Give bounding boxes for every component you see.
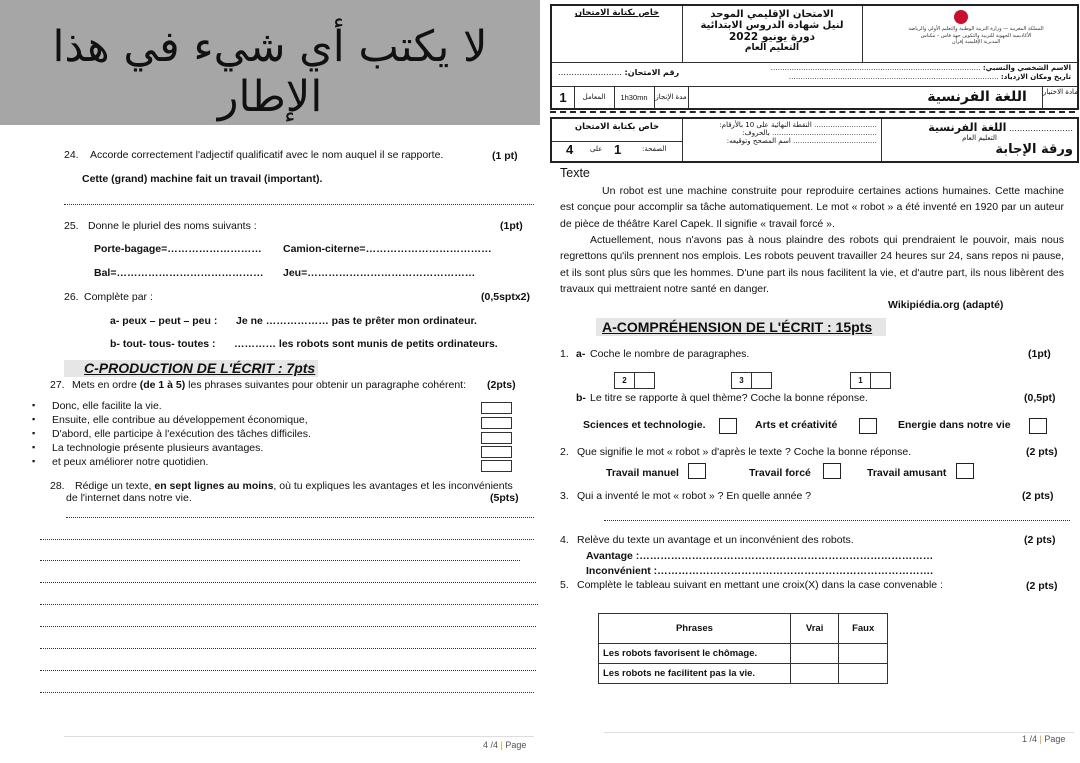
- paragraph-count-option: 1: [850, 372, 871, 389]
- q25-item-camion-citerne[interactable]: Camion-citerne=………………………………: [283, 243, 492, 255]
- page-footer: 1 /4 | Page: [1022, 734, 1066, 744]
- q1-b-text: Le titre se rapporte à quel thème? Coche la bonne réponse.: [590, 392, 868, 404]
- q28-text: Rédige un texte, en sept lignes au moins, où tu expliques les avantages et les inconvénients: [75, 480, 513, 492]
- page-footer: 4 /4 | Page: [483, 740, 527, 750]
- emblem-icon: [954, 10, 968, 24]
- exam-header: [550, 4, 1079, 110]
- q26-number: 26.: [64, 291, 79, 303]
- theme-option: Arts et créativité: [755, 419, 838, 431]
- exam-number-label[interactable]: رقم الامتحان: ……………………: [558, 68, 680, 77]
- section-a-title: A-COMPRÉHENSION DE L'ÉCRIT : 15pts: [602, 319, 873, 335]
- theme-checkbox[interactable]: [1029, 418, 1047, 434]
- q28-writing-line[interactable]: [40, 626, 536, 627]
- banner-text: لا يكتب أي شيء في هذا الإطار: [52, 22, 488, 122]
- subject-box-2: …………………… اللغة الفرنسية التعليم العام ورقة الإجابة: [928, 121, 1073, 157]
- paragraph-2: Actuellement, nous n'avons pas à nous plaindre des robots qui prendraient le pouvoir, mais nous regrettons qu'ils prennent nos emplois. Les robots peuvent travailler 24 heures sur 24, sans repos ni pause, et ils sont plus sûrs que les hommes. D'une part ils nous facilitent la vie, et d'autre part, ils nous libèrent des travaux qui mettraient notre santé en danger.: [560, 234, 1064, 295]
- q25-number: 25.: [64, 220, 79, 232]
- q2-text: Que signifie le mot « robot » d'après le texte ? Coche la bonne réponse.: [577, 446, 912, 458]
- q26-b-sentence[interactable]: ………… les robots sont munis de petits ordinateurs.: [234, 338, 498, 350]
- ministry-text: المملكة المغربية — وزارة التربية الوطنية والتعليم الأولي والرياضة الأكاديمية الجهوية للتربية والتكوين جهة فاس – مكناس المديرية الإقليمية إفران: [908, 26, 1044, 45]
- q24-points: (1 pt): [492, 150, 518, 162]
- q1-b-points: (0,5pt): [1024, 392, 1056, 404]
- q24-number: 24.: [64, 149, 79, 161]
- paragraph-count-checkbox[interactable]: [751, 372, 772, 389]
- reserved-box: خاص بكتابة الامتحان: [552, 6, 683, 63]
- cut-line: [550, 111, 1075, 113]
- q5-text: Complète le tableau suivant en mettant une croix(X) dans la case convenable :: [577, 579, 943, 591]
- q28-writing-line[interactable]: [40, 648, 536, 649]
- q24-sentence: Cette (grand) machine fait un travail (important).: [82, 173, 323, 185]
- text-title: Texte: [560, 166, 590, 180]
- tf-header-phrases: Phrases: [599, 614, 791, 644]
- q27-text: Mets en ordre (de 1 à 5) les phrases suivantes pour obtenir un paragraphe cohérent:: [72, 379, 466, 391]
- q28-number: 28.: [50, 480, 65, 492]
- q2-option: Travail manuel: [606, 467, 679, 479]
- q2-option: Travail amusant: [867, 467, 947, 479]
- q5-number: 5.: [560, 579, 569, 591]
- q4-points: (2 pts): [1024, 534, 1056, 546]
- q25-text: Donne le pluriel des noms suivants :: [88, 220, 257, 232]
- q1-a-text: Coche le nombre de paragraphes.: [590, 348, 750, 360]
- q25-item-jeu[interactable]: Jeu=…………………………………………: [283, 267, 476, 279]
- q4-number: 4.: [560, 534, 569, 546]
- subject-name: اللغة الفرنسية: [927, 89, 1027, 105]
- q26-a-label: a- peux – peut – peu :: [110, 315, 218, 327]
- tf-row-phrase: Les robots favorisent le chômage.: [599, 644, 791, 664]
- q2-checkbox[interactable]: [823, 463, 841, 479]
- theme-option: Energie dans notre vie: [898, 419, 1011, 431]
- paragraph-count-checkbox[interactable]: [870, 372, 891, 389]
- birth-label: تاريخ ومكان الازدياد: ………………………………………………………………………………: [788, 73, 1071, 81]
- theme-option: Sciences et technologie.: [583, 419, 706, 431]
- footer-rule: [604, 732, 1074, 733]
- q28-points: (5pts): [490, 492, 519, 504]
- q3-points: (2 pts): [1022, 490, 1054, 502]
- q1-number: 1.: [560, 348, 569, 360]
- q27-item: ▪ Ensuite, elle contribue au développement économique,: [52, 414, 308, 426]
- q27-points: (2pts): [487, 379, 516, 391]
- q27-order-box-3[interactable]: [481, 432, 512, 444]
- paragraph-count-option: 2: [614, 372, 635, 389]
- tf-cell-faux[interactable]: [839, 664, 888, 684]
- q1-b-label: b-: [576, 392, 586, 404]
- q26-a-sentence[interactable]: Je ne ……………… pas te prêter mon ordinateur.: [236, 315, 477, 327]
- q27-order-box-2[interactable]: [481, 417, 512, 429]
- q28-writing-line[interactable]: [40, 539, 534, 540]
- q3-number: 3.: [560, 490, 569, 502]
- q25-item-porte-bagage[interactable]: Porte-bagage=………………………: [94, 243, 262, 255]
- subject-label: مادة الاختبار: [1042, 87, 1078, 108]
- exam-title-box: الامتحان الإقليمي الموحد لنيل شهادة الدروس الابتدائية دورة يونيو 2022 التعليم العام: [682, 6, 863, 63]
- q28-writing-line[interactable]: [40, 582, 536, 583]
- q27-order-box-5[interactable]: [481, 460, 512, 472]
- tf-header-faux: Faux: [839, 614, 888, 644]
- tf-row-phrase: Les robots ne facilitent pas la vie.: [599, 664, 791, 684]
- q28-writing-line[interactable]: [40, 692, 534, 693]
- q2-checkbox[interactable]: [688, 463, 706, 479]
- page-count-box: 4 على 1 الصفحة:: [552, 141, 683, 161]
- grade-box[interactable]: ……………………… النقطة النهائية على 10 بالأرقام: ……………………………………… بالحروف: ……………………………… اسم المصحح وتوقيعه:: [682, 119, 882, 161]
- q27-number: 27.: [50, 379, 65, 391]
- section-c-title: C-PRODUCTION DE L'ÉCRIT : 7pts: [84, 360, 316, 376]
- tf-cell-vrai[interactable]: [790, 644, 839, 664]
- tf-cell-faux[interactable]: [839, 644, 888, 664]
- q25-points: (1pt): [500, 220, 523, 232]
- name-label: الاسم الشخصي والنسبي: ………………………………………………………………………………: [770, 64, 1071, 72]
- duration-label: مدة الإنجاز: [654, 87, 689, 108]
- paragraph-1: Un robot est une machine construite pour reproduire certaines actions humaines. Cette machine est conçue pour accomplir sa tâche automatiquement. Le mot « robot » a été inventé en 1920 par un auteur de pièce de théâtre Karel Capek. Il signifie « travail forcé ».: [560, 185, 1064, 230]
- ministry-box: [862, 6, 1077, 63]
- q26-b-label: b- tout- tous- toutes :: [110, 338, 216, 350]
- theme-checkbox[interactable]: [719, 418, 737, 434]
- source: Wikipiédia.org (adapté): [888, 299, 1004, 311]
- paragraph-count-checkbox[interactable]: [634, 372, 655, 389]
- coef-value: 1: [552, 87, 575, 108]
- q3-text: Qui a inventé le mot « robot » ? En quelle année ?: [577, 490, 812, 502]
- q27-item: ▪ D'abord, elle participe à l'exécution des tâches difficiles.: [52, 428, 311, 440]
- paragraph-count-option: 3: [731, 372, 752, 389]
- right-page: [540, 0, 1080, 763]
- q2-points: (2 pts): [1026, 446, 1058, 458]
- q28-writing-line[interactable]: [66, 517, 534, 518]
- q3-answer-line[interactable]: [604, 520, 1070, 521]
- q28-text-line2: de l'internet dans notre vie.: [66, 492, 192, 504]
- q1-a-label: a-: [576, 348, 586, 360]
- q27-order-box-1[interactable]: [481, 402, 512, 414]
- tf-header-vrai: Vrai: [790, 614, 839, 644]
- q2-option: Travail forcé: [749, 467, 811, 479]
- q28-writing-line[interactable]: [40, 560, 520, 561]
- q26-text: Complète par :: [84, 291, 153, 303]
- q5-points: (2 pts): [1026, 580, 1058, 592]
- q2-checkbox[interactable]: [956, 463, 974, 479]
- q28-writing-line[interactable]: [40, 604, 538, 605]
- duration-value: 1h30mn: [614, 87, 655, 108]
- reserved-box-2: خاص بكتابة الامتحان: [552, 119, 683, 142]
- q27-item: ▪ Donc, elle facilite la vie.: [52, 400, 162, 412]
- q24-text: Accorde correctement l'adjectif qualificatif avec le nom auquel il se rapporte.: [90, 149, 444, 161]
- q2-number: 2.: [560, 446, 569, 458]
- q4-text: Relève du texte un avantage et un inconvénient des robots.: [577, 534, 854, 546]
- q1-points: (1pt): [1028, 348, 1051, 360]
- tf-cell-vrai[interactable]: [790, 664, 839, 684]
- grade-header: [550, 117, 1079, 163]
- true-false-table: [598, 613, 888, 684]
- q25-item-bal[interactable]: Bal=……………………………………: [94, 267, 264, 279]
- coef-label: المعامل: [574, 87, 615, 108]
- q27-order-box-4[interactable]: [481, 446, 512, 458]
- q27-item: ▪ La technologie présente plusieurs avantages.: [52, 442, 263, 454]
- footer-rule: [64, 736, 534, 737]
- q26-points: (0,5sptx2): [481, 291, 531, 303]
- q27-item: ▪ et peux améliorer notre quotidien.: [52, 456, 208, 468]
- q4-inconvenient[interactable]: Inconvénient :…………………………………………………………………….: [586, 565, 934, 577]
- q28-writing-line[interactable]: [40, 670, 536, 671]
- theme-checkbox[interactable]: [859, 418, 877, 434]
- q4-advantage[interactable]: Avantage :…………………………………………………………………………: [586, 550, 934, 562]
- q24-answer-line[interactable]: [64, 204, 534, 205]
